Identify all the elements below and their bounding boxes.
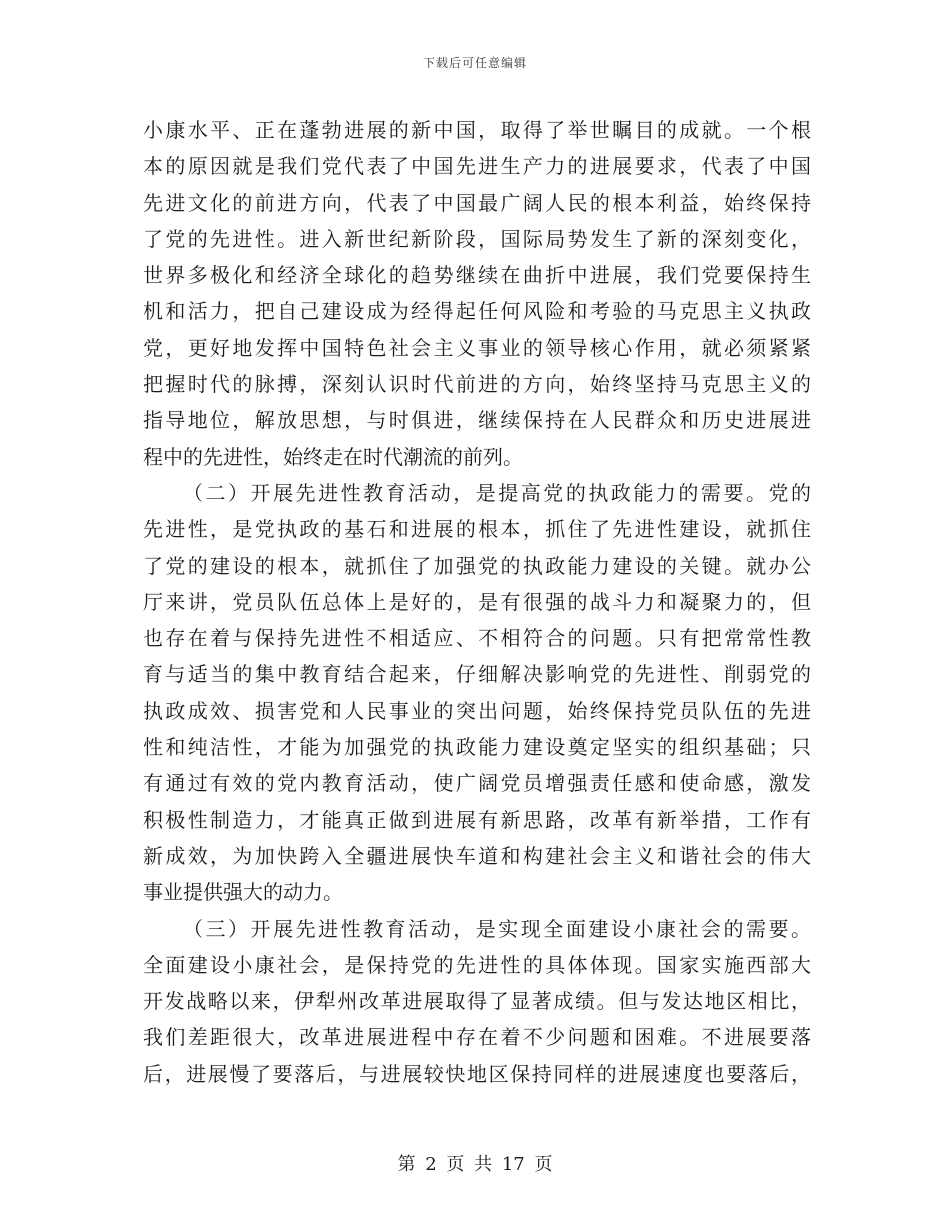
text-line: 有通过有效的党内教育活动，使广阔党员增强责任感和使命感，激发 xyxy=(143,771,811,796)
text-line: 把握时代的脉搏，深刻认识时代前进的方向，始终坚持马克思主义的 xyxy=(143,372,811,397)
document-body xyxy=(143,112,811,1092)
text-line: 先进文化的前进方向，代表了中国最广阔人民的根本利益，始终保持 xyxy=(143,190,811,215)
paragraph-2 xyxy=(143,475,811,911)
section-heading-line: （二）开展先进性教育活动，是提高党的执政能力的需要。党的 xyxy=(183,480,811,505)
text-line: 事业提供强大的动力。 xyxy=(143,880,343,905)
text-line: 指导地位，解放思想，与时俱进，继续保持在人民群众和历史进展进 xyxy=(143,408,811,433)
text-line: 机和活力，把自己建设成为经得起任何风险和考验的马克思主义执政 xyxy=(143,299,811,324)
text-line: 我们差距很大，改革进展进程中存在着不少问题和困难。不进展要落 xyxy=(143,1025,811,1050)
text-line: 世界多极化和经济全球化的趋势继续在曲折中进展，我们党要保持生 xyxy=(143,263,811,288)
page-header-note: 下载后可任意编辑 xyxy=(422,56,527,70)
page-number-footer: 第 2 页 共 17 页 xyxy=(397,1154,553,1175)
paragraph-3 xyxy=(143,911,811,1092)
text-line: 小康水平、正在蓬勃进展的新中国，取得了举世瞩目的成就。一个根 xyxy=(143,118,811,142)
text-line: 执政成效、损害党和人民事业的突出问题，始终保持党员队伍的先进 xyxy=(143,698,811,723)
text-line: 先进性，是党执政的基石和进展的根本，抓住了先进性建设，就抓住 xyxy=(143,517,811,542)
text-line: 性和纯洁性，才能为加强党的执政能力建设奠定坚实的组织基础；只 xyxy=(143,735,811,760)
text-line: 党，更好地发挥中国特色社会主义事业的领导核心作用，就必须紧紧 xyxy=(143,335,811,360)
text-line: 开发战略以来，伊犁州改革进展取得了显著成绩。但与发达地区相比， xyxy=(143,989,811,1014)
text-line: 后，进展慢了要落后，与进展较快地区保持同样的进展速度也要落后， xyxy=(143,1061,811,1086)
section-heading-line: （三）开展先进性教育活动，是实现全面建设小康社会的需要。 xyxy=(183,916,811,941)
paragraph-1 xyxy=(143,112,811,475)
text-line: 程中的先进性，始终走在时代潮流的前列。 xyxy=(143,444,523,469)
text-line: 本的原因就是我们党代表了中国先进生产力的进展要求，代表了中国 xyxy=(143,154,811,179)
text-line: 全面建设小康社会，是保持党的先进性的具体体现。国家实施西部大 xyxy=(143,952,811,977)
text-line: 新成效，为加快跨入全疆进展快车道和构建社会主义和谐社会的伟大 xyxy=(143,843,811,868)
text-line: 积极性制造力，才能真正做到进展有新思路，改革有新举措，工作有 xyxy=(143,807,811,832)
text-line: 了党的建设的根本，就抓住了加强党的执政能力建设的关键。就办公 xyxy=(143,553,811,578)
text-line: 厅来讲，党员队伍总体上是好的，是有很强的战斗力和凝聚力的，但 xyxy=(143,589,811,614)
text-line: 了党的先进性。进入新世纪新阶段，国际局势发生了新的深刻变化， xyxy=(143,226,811,251)
text-line: 也存在着与保持先进性不相适应、不相符合的问题。只有把常常性教 xyxy=(143,626,811,651)
text-line: 育与适当的集中教育结合起来，仔细解决影响党的先进性、削弱党的 xyxy=(143,662,811,687)
